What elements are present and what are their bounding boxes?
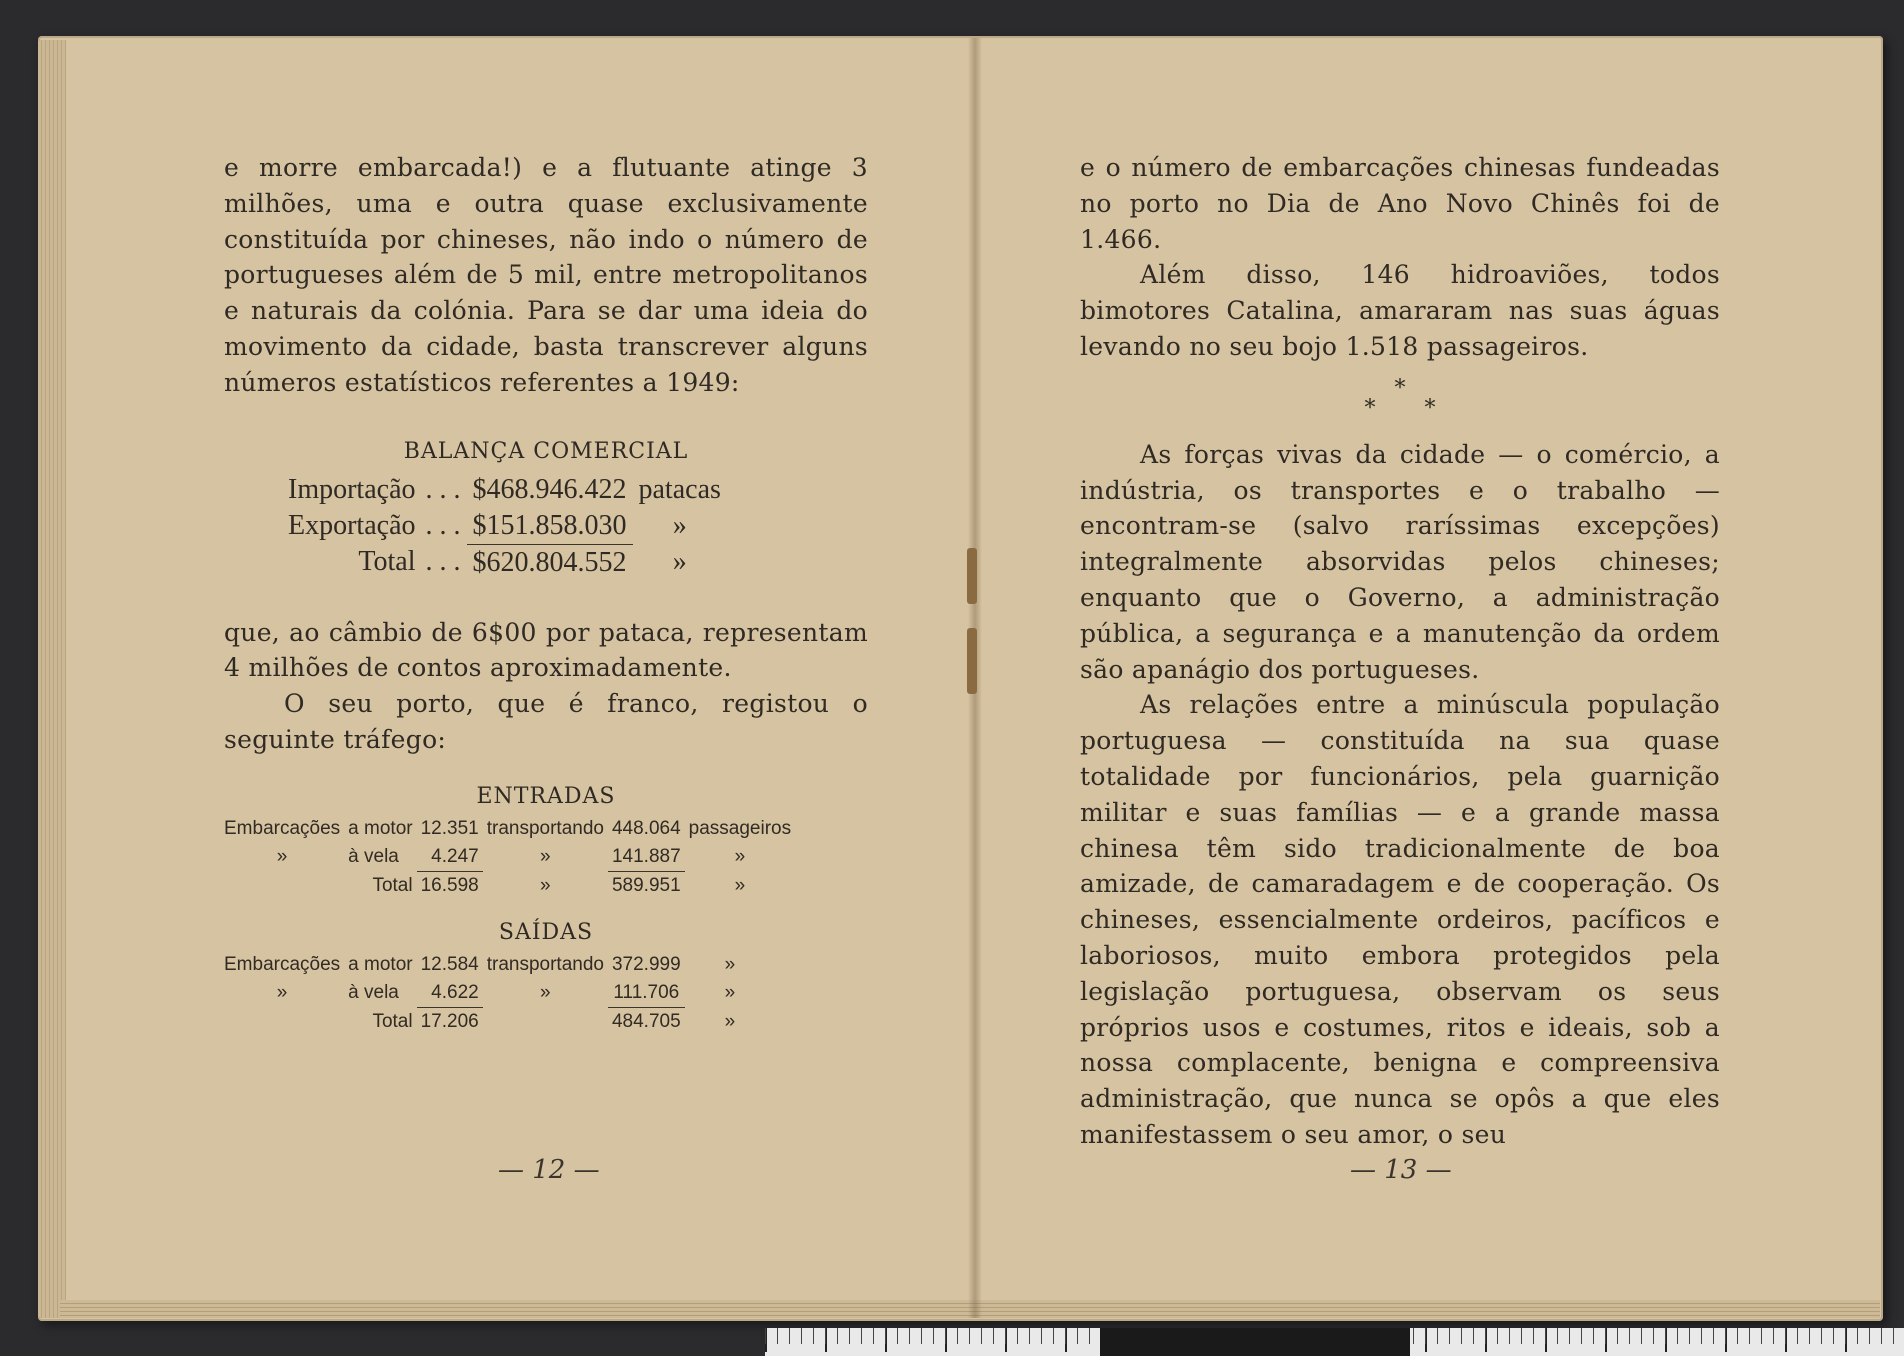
traffic-cell: transportando	[486, 817, 604, 839]
traffic-cell: 16.598	[420, 874, 479, 896]
balanca-row	[282, 544, 727, 581]
balanca-unit: patacas	[638, 473, 721, 505]
traffic-cell	[220, 1007, 344, 1036]
separator-star-top: *	[1394, 375, 1406, 401]
traffic-cell: »	[540, 846, 551, 868]
traffic-cell: 17.206	[420, 1010, 479, 1032]
traffic-cell: »	[540, 982, 551, 1004]
traffic-cell: 4.622	[417, 979, 483, 1008]
binding-staple-top	[967, 548, 977, 604]
traffic-row	[220, 1007, 739, 1036]
right-paragraph-1: e o número de embarcações chinesas fundeadas no porto no Dia de Ano Novo Chinês foi de 1.466.	[1080, 153, 1720, 254]
traffic-cell: 589.951	[611, 874, 681, 896]
page-edges-left	[38, 40, 66, 1318]
traffic-cell: »	[540, 874, 551, 896]
traffic-cell	[220, 871, 344, 900]
traffic-cell: à vela	[348, 846, 399, 868]
right-paragraph-4: As relações entre a minúscula população portuguesa — constituída na sua quase totalidade por funcionários, pela guarnição militar e suas famílias — e a grande massa chinesa têm sido tradicionalmente de boa amizade, de camaradagem e de cooperação. Os chineses, essencialmente ordeiros, pacíficos e laboriosos, muito embora protegidos pela legislação portuguesa, observam os seus próprios usos e costumes, ritos e ideais, sob a nossa complacente, benigna e compreensiva administração, que nunca se opôs a que eles manifestassem o seu amor, o seu	[1080, 690, 1720, 1149]
traffic-row	[220, 815, 795, 843]
traffic-cell: a motor	[348, 953, 413, 975]
balanca-label: Total	[358, 546, 416, 578]
binding-staple-bottom	[967, 628, 977, 694]
traffic-cell: 448.064	[611, 817, 681, 839]
traffic-cell: »	[724, 982, 736, 1004]
right-paragraph-3: As forças vivas da cidade — o comércio, a indústria, os transportes e o trabalho — encontram-se (salvo raríssimas excepções) integralmente absorvidas pelos chineses; enquanto que o Governo, a administração pública, a segurança e a manutenção da ordem são apanágio dos portugueses.	[1080, 439, 1720, 684]
traffic-cell: 141.887	[608, 843, 685, 872]
traffic-cell: »	[724, 1010, 736, 1032]
traffic-cell: »	[724, 953, 736, 975]
traffic-cell: Embarcações	[224, 953, 341, 975]
balanca-value: $468.946.422	[472, 473, 627, 505]
ruler-dark-segment	[1100, 1328, 1410, 1356]
left-paragraph-3: O seu porto, que é franco, registou o seguinte tráfego:	[224, 689, 868, 754]
saidas-heading: SAÍDAS	[498, 919, 594, 945]
left-page	[224, 150, 868, 1036]
traffic-cell: 372.999	[611, 953, 681, 975]
traffic-row	[220, 951, 739, 979]
traffic-row	[220, 843, 795, 872]
traffic-cell: »	[276, 982, 288, 1004]
page-number-right: — 13 —	[1350, 1155, 1452, 1185]
balanca-row	[282, 472, 727, 508]
traffic-cell: »	[734, 874, 746, 896]
traffic-cell: Embarcações	[224, 817, 341, 839]
balanca-table	[282, 472, 727, 581]
separator-stars-bottom: * *	[1364, 395, 1436, 421]
saidas-table	[220, 951, 739, 1036]
left-paragraph-2: que, ao câmbio de 6$00 por pataca, representam 4 milhões de contos aproximadamente.	[224, 617, 868, 683]
traffic-cell: »	[734, 846, 746, 868]
entradas-table	[220, 815, 795, 900]
traffic-cell: 12.584	[420, 953, 479, 975]
traffic-cell: »	[276, 846, 288, 868]
traffic-cell: 4.247	[417, 843, 483, 872]
traffic-row	[220, 979, 739, 1008]
traffic-cell: 12.351	[420, 817, 479, 839]
left-paragraph-1: e morre embarcada!) e a flutuante atinge 3 milhões, uma e outra quase exclusivamente constituída por chineses, não indo o número de portugueses além de 5 mil, entre metropolitanos e naturais da colónia. Para se dar uma ideia do movimento da cidade, basta transcrever alguns números estatísticos referentes a 1949:	[224, 153, 868, 397]
traffic-cell: transportando	[486, 953, 604, 975]
section-separator	[1080, 375, 1720, 421]
entradas-heading: ENTRADAS	[476, 783, 616, 809]
balanca-label: Exportação	[288, 509, 416, 541]
traffic-cell: 484.705	[611, 1010, 681, 1032]
right-paragraph-2: Além disso, 146 hidroaviões, todos bimotores Catalina, amararam nas suas águas levando no seu bojo 1.518 passageiros.	[1080, 260, 1720, 361]
scale-ruler	[765, 1328, 1904, 1356]
traffic-cell: 111.706	[608, 979, 685, 1008]
balanca-dots: . . .	[425, 509, 461, 541]
traffic-cell: Total	[372, 874, 413, 896]
balanca-dots: . . .	[425, 473, 461, 505]
traffic-cell: a motor	[348, 817, 413, 839]
traffic-cell: à vela	[348, 982, 399, 1004]
traffic-row	[220, 871, 795, 900]
traffic-cell: Total	[372, 1010, 413, 1032]
balanca-value: $620.804.552	[472, 546, 627, 578]
balanca-unit: »	[672, 546, 687, 578]
balanca-value: $151.858.030	[467, 508, 633, 545]
page-number-left: — 12 —	[498, 1155, 600, 1185]
traffic-cell	[483, 1007, 608, 1036]
balanca-row	[282, 508, 727, 545]
traffic-cell: passageiros	[688, 817, 792, 839]
balanca-heading: BALANÇA COMERCIAL	[403, 438, 689, 464]
balanca-label: Importação	[288, 473, 416, 505]
balanca-unit: »	[672, 509, 687, 541]
right-page	[1080, 150, 1720, 1153]
balanca-dots: . . .	[425, 546, 461, 578]
